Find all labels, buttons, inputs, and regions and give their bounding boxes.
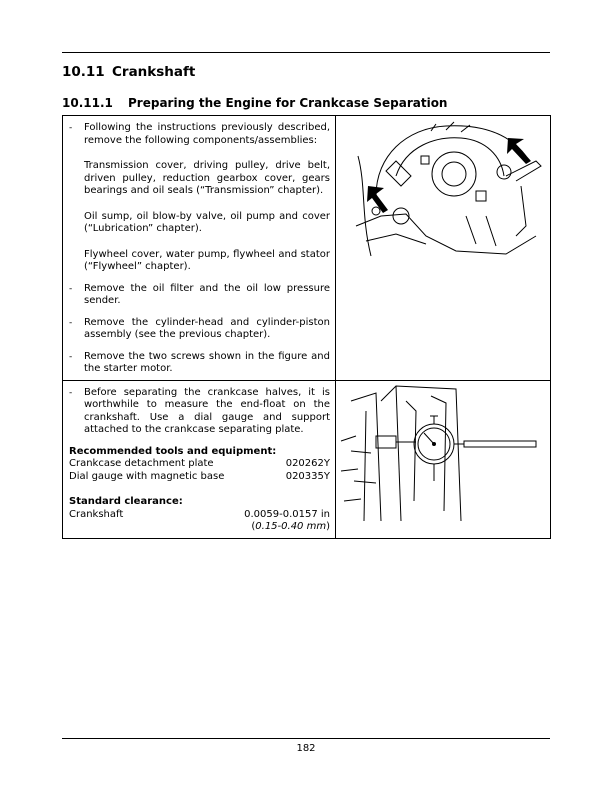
flywheel-components: Flywheel cover, water pump, flywheel and stator (“Flywheel” chapter). <box>84 248 330 272</box>
clearance-item: Crankshaft <box>69 508 124 520</box>
procedure-text-2 <box>63 380 336 538</box>
clearance-row <box>69 509 330 522</box>
tool-row <box>69 471 330 484</box>
bullet-text: Remove the oil filter and the oil low pressure sender. <box>84 282 330 306</box>
section-number: 10.11 <box>62 64 105 80</box>
subsection-number: 10.11.1 <box>62 96 113 110</box>
clearance-heading: Standard clearance: <box>69 496 183 507</box>
tools-heading: Recommended tools and equipment: <box>69 445 277 457</box>
procedure-row-1 <box>63 116 551 381</box>
clearance-in: 0.0059-0.0157 in <box>244 508 330 520</box>
bullet-text: Before separating the crankcase halves, it is worthwhile to measure the end-float on the crankshaft. Use a dial gauge and support attached to the crankcase separating plate. <box>84 386 330 435</box>
clearance-mm: 0.15-0.40 mm <box>255 521 327 532</box>
tool-code: 020335Y <box>285 470 330 482</box>
bullet-text: Remove the cylinder-head and cylinder-piston assembly (see the previous chapter). <box>84 316 330 340</box>
bullet-end-float: - Before separating the crankcase halves, it is worthwhile to measure the end-float on the crankshaft. Use a dial gauge and support attached to the crankcase separating plate. <box>69 386 330 435</box>
bullet-oil-filter: - Remove the oil filter and the oil low pressure sender. <box>69 282 330 306</box>
tool-name: Crankcase detachment plate <box>69 458 214 469</box>
figure-cell-1 <box>336 116 551 381</box>
section-title: Crankshaft <box>112 64 196 80</box>
footer-rule <box>62 738 550 739</box>
tool-code: 020262Y <box>285 458 330 469</box>
bullet-text: Following the instructions previously described, remove the following components/assemblies: <box>84 122 330 146</box>
procedure-table <box>62 115 551 539</box>
engine-screws-figure <box>336 116 550 266</box>
figure-cell-2 <box>336 380 551 538</box>
bullet-text: Remove the two screws shown in the figure and the starter motor. <box>84 350 330 374</box>
procedure-text-1 <box>63 116 336 381</box>
lubrication-components: Oil sump, oil blow-by valve, oil pump and cover (“Lubrication” chapter). <box>84 210 330 234</box>
subsection-title: Preparing the Engine for Crankcase Separation <box>128 96 448 110</box>
dial-gauge-figure <box>336 381 550 523</box>
header-rule <box>62 52 550 53</box>
procedure-row-2 <box>63 380 551 538</box>
subsection-heading <box>62 96 447 110</box>
tool-row <box>69 458 330 471</box>
tools-section <box>63 446 335 534</box>
transmission-components: Transmission cover, driving pulley, drive belt, driven pulley, reduction gearbox cover, gears bearings and oil seals (“Transmission” chapter). <box>84 160 330 196</box>
section-heading <box>62 64 195 80</box>
bullet-cylinder-head: - Remove the cylinder-head and cylinder-piston assembly (see the previous chapter). <box>69 316 330 340</box>
bullet-screws-starter: - Remove the two screws shown in the figure and the starter motor. <box>69 350 330 374</box>
tool-name: Dial gauge with magnetic base <box>69 470 225 482</box>
clearance-mm-line: (0.15-0.40 mm) <box>251 521 330 532</box>
bullet-remove-components: - Following the instructions previously described, remove the following components/assemblies: <box>69 122 330 146</box>
page-number: 182 <box>296 743 316 754</box>
